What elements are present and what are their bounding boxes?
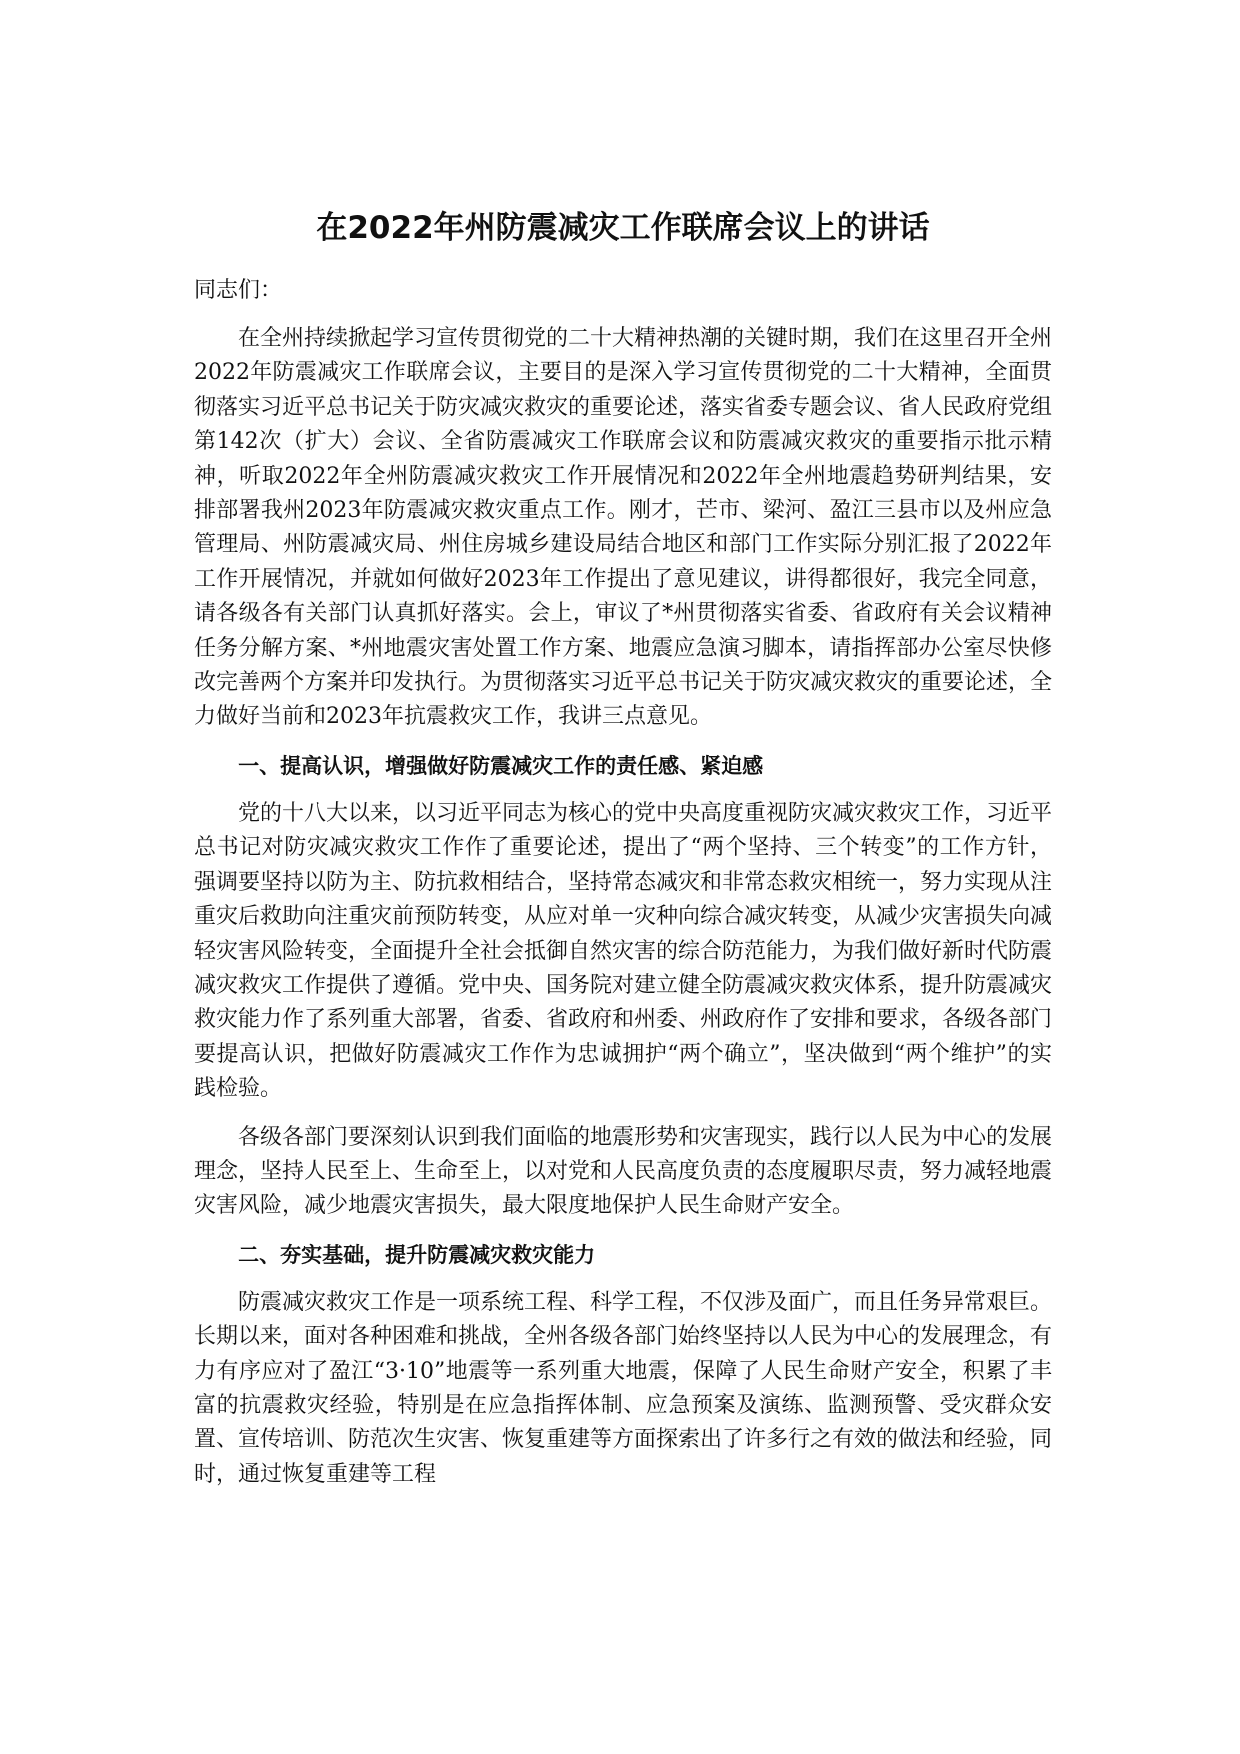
paragraph-section2-a: 防震减灾救灾工作是一项系统工程、科学工程，不仅涉及面广，而且任务异常艰巨。长期以来，面对各种困难和挑战，全州各级各部门始终坚持以人民为中心的发展理念，有力有序应对了盈江“3·10”地震等一系列重大地震，保障了人民生命财产安全，积累了丰富的抗震救灾经验，特别是在应急指挥体制、应急预案及演练、监测预警、受灾群众安置、宣传培训、防范次生灾害、恢复重建等方面探索出了许多行之有效的做法和经验，同时，通过恢复重建等工程: [194, 1289, 1053, 1487]
paragraph-intro: 在全州持续掀起学习宣传贯彻党的二十大精神热潮的关键时期，我们在这里召开全州2022年防震减灾工作联席会议，主要目的是深入学习宣传贯彻党的二十大精神，全面贯彻落实习近平总书记关于防灾减灾救灾的重要论述，落实省委专题会议、省人民政府党组第142次（扩大）会议、全省防震减灾工作联席会议和防震减灾救灾的重要指示批示精神，听取2022年全州防震减灾救灾工作开展情况和2022年全州地震趋势研判结果，安排部署我州2023年防震减灾救灾重点工作。刚才，芒市、梁河、盈江三县市以及州应急管理局、州防震减灾局、州住房城乡建设局结合地区和部门工作实际分别汇报了2022年工作开展情况，并就如何做好2023年工作提出了意见建议，讲得都很好，我完全同意，请各级各有关部门认真抓好落实。会上，审议了*州贯彻落实省委、省政府有关会议精神任务分解方案、*州地震灾害处置工作方案、地震应急演习脚本，请指挥部办公室尽快修改完善两个方案并印发执行。为贯彻落实习近平总书记关于防灾减灾救灾的重要论述，全力做好当前和2023年抗震救灾工作，我讲三点意见。: [194, 326, 1053, 730]
paragraph-section1-a: 党的十八大以来，以习近平同志为核心的党中央高度重视防灾减灾救灾工作，习近平总书记对防灾减灾救灾工作作了重要论述，提出了“两个坚持、三个转变”的工作方针，强调要坚持以防为主、防抗救相结合，坚持常态减灾和非常态救灾相统一，努力实现从注重灾后救助向注重灾前预防转变，从应对单一灾种向综合减灾转变，从减少灾害损失向减轻灾害风险转变，全面提升全社会抵御自然灾害的综合防范能力，为我们做好新时代防震减灾救灾工作提供了遵循。党中央、国务院对建立健全防震减灾救灾体系，提升防震减灾救灾能力作了系列重大部署，省委、省政府和州委、州政府作了安排和要求，各级各部门要提高认识，把做好防震减灾工作作为忠诚拥护“两个确立”，坚决做到“两个维护”的实践检验。: [194, 800, 1053, 1102]
paragraph-section1-b: 各级各部门要深刻认识到我们面临的地震形势和灾害现实，践行以人民为中心的发展理念，坚持人民至上、生命至上，以对党和人民高度负责的态度履职尽责，努力减轻地震灾害风险，减少地震灾害损失，最大限度地保护人民生命财产安全。: [194, 1124, 1053, 1219]
document-title: 在2022年州防震减灾工作联席会议上的讲话: [316, 210, 930, 246]
document-body: [194, 204, 1052, 1506]
section-heading-2: 二、夯实基础，提升防震减灾救灾能力: [238, 1242, 596, 1267]
salutation: 同志们：: [194, 278, 283, 303]
section-heading-1: 一、提高认识，增强做好防震减灾工作的责任感、紧迫感: [238, 753, 764, 778]
